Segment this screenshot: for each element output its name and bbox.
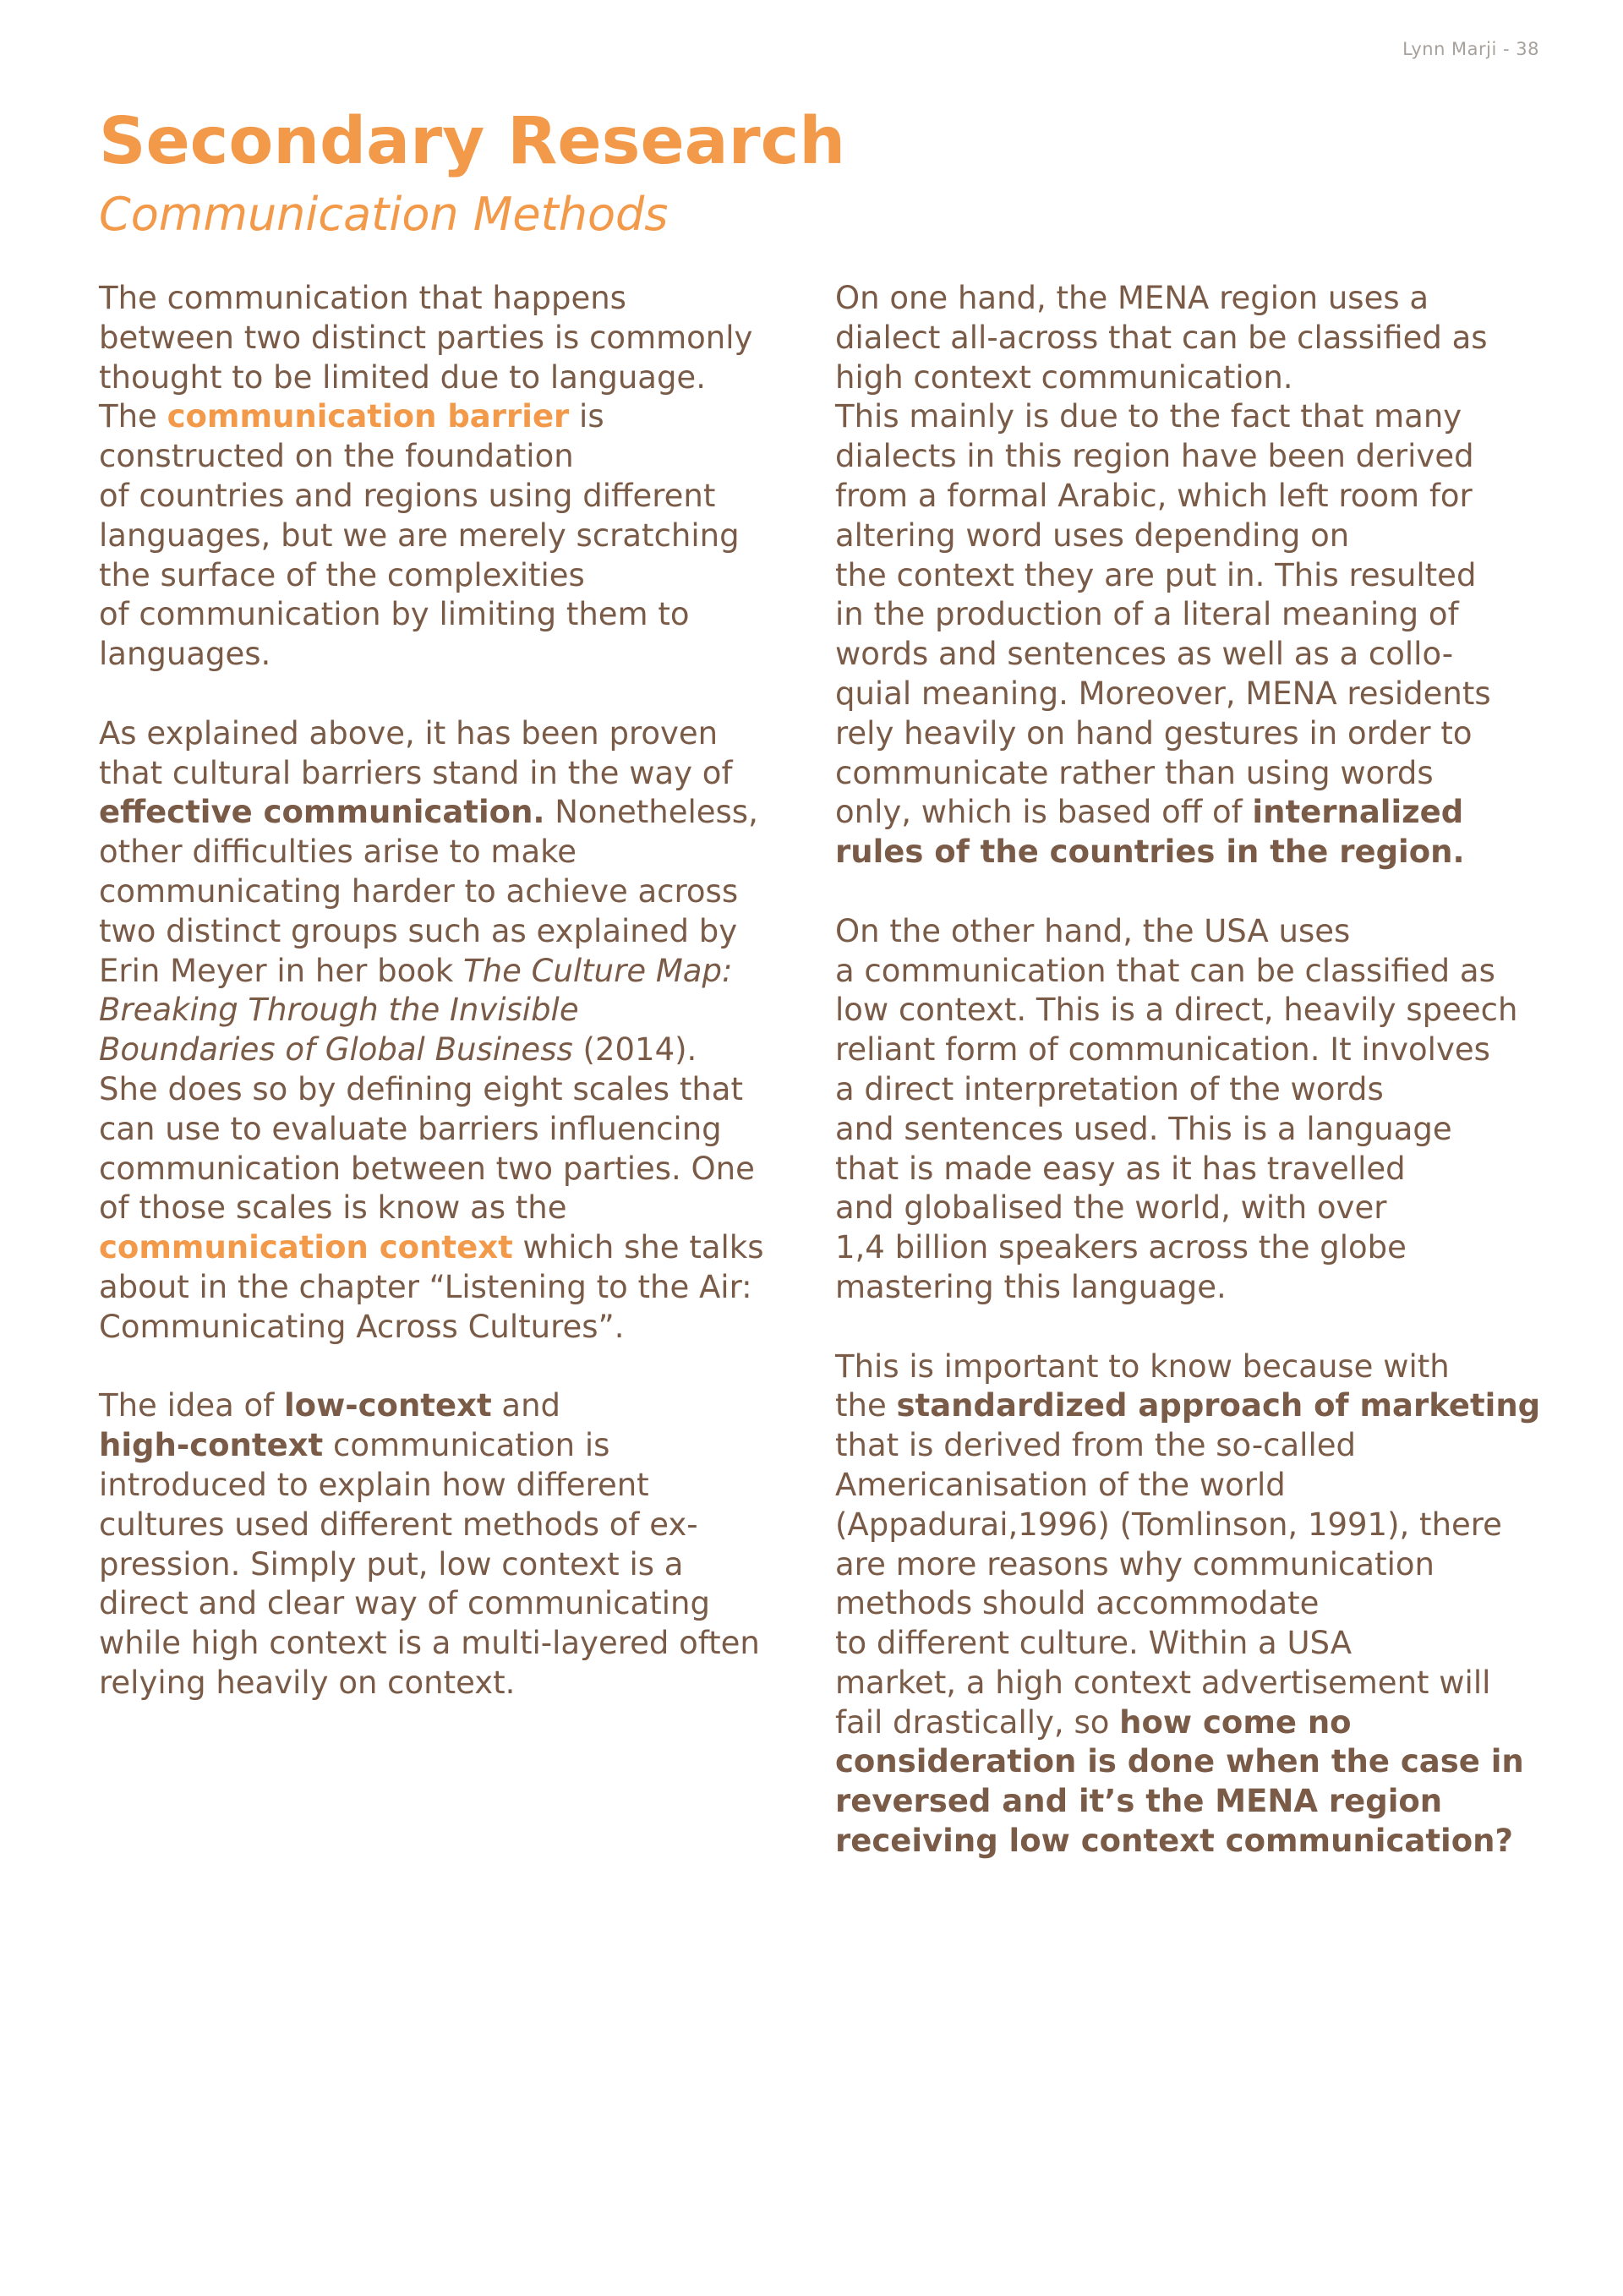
paragraph-text: which she talks about in the chapter “Listening to the Air: Communicating Across Cultures”. xyxy=(99,1229,764,1345)
paragraph-communication-barrier xyxy=(99,279,809,675)
bold-standardized-approach: standardized approach of marketing xyxy=(896,1387,1541,1424)
bold-internalized-rules: internalized rules of the countries in the region. xyxy=(835,794,1465,871)
paragraph-marketing xyxy=(835,1348,1545,1861)
paragraph-mena-region xyxy=(835,279,1545,872)
paragraph-text: that is derived from the so-called Americanisation of the world (Appadurai,1996) (Tomlinson, 1991), there are more reasons why communication methods should accommodate to different culture. Within a USA market, a high context advertisement will fail drastically, so xyxy=(835,1427,1502,1741)
paragraph-text: communication is introduced to explain how different cultures used different methods of ex- pression. Simply put, low context is a direct and clear way of communicating while high context is a multi-layered often relying heavily on context. xyxy=(99,1427,760,1701)
bold-closing-question: how come no consideration is done when the case in reversed and it’s the MENA region receiving low context communication? xyxy=(835,1703,1524,1860)
highlight-communication-barrier: communication barrier xyxy=(167,398,570,435)
paragraph-text: is constructed on the foundation of countries and regions using different languages, but we are merely scratching the surface of the complexities of communication by limiting them to languages. xyxy=(99,398,740,673)
paragraph-text: Nonetheless, other difficulties arise to make communicating harder to achieve across two distinct groups such as explained by Erin Meyer in her book xyxy=(99,794,758,989)
left-column xyxy=(99,279,809,1742)
paragraph-text: This is important to know because with the xyxy=(835,1348,1450,1424)
paragraph-culture-map xyxy=(99,714,809,1348)
paragraph-text: and xyxy=(501,1387,561,1424)
paragraph-low-high-context xyxy=(99,1386,809,1703)
book-title: The Culture Map: Breaking Through the Invisible Boundaries of Global Business xyxy=(99,952,733,1069)
paragraph-text: On one hand, the MENA region uses a dialect all-across that can be classified as high context communication. This mainly is due to the fact that many dialects in this region have been derived from a formal Arabic, which left room for altering word uses depending on the context they are put in. This resulted in the production of a literal meaning of words and sentences as well as a collo- quial meaning. Moreover, MENA residents rely heavily on hand gestures in order to communicate rather than using words only, which is based off of xyxy=(835,280,1491,831)
highlight-communication-context: communication context xyxy=(99,1229,513,1266)
bold-high-context: high-context xyxy=(99,1427,324,1464)
paragraph-text: As explained above, it has been proven that cultural barriers stand in the way of xyxy=(99,714,733,791)
page-title: Secondary Research xyxy=(99,104,846,179)
paragraph-text: (2014). She does so by defining eight scales that can use to evaluate barriers influencing communication between two parties. One of those scales is know as the xyxy=(99,1031,755,1227)
page-number-label: Lynn Marji - 38 xyxy=(1402,39,1539,59)
paragraph-text: On the other hand, the USA uses a communication that can be classified as low context. This is a direct, heavily speech reliant form of communication. It involves a direct interpretation of the words and sentences used. This is a language that is made easy as it has travelled and globalised the world, with over 1,4 billion speakers across the globe mastering this language. xyxy=(835,912,1518,1305)
paragraph-text: The idea of xyxy=(99,1387,284,1424)
right-column xyxy=(835,279,1545,1901)
bold-effective-communication: effective communication. xyxy=(99,794,545,831)
page-subtitle: Communication Methods xyxy=(99,188,669,241)
paragraph-text: The communication that happens between two distinct parties is commonly thought to be limited due to language. The xyxy=(99,280,753,435)
bold-low-context: low-context xyxy=(283,1387,492,1424)
paragraph-usa xyxy=(835,912,1545,1308)
